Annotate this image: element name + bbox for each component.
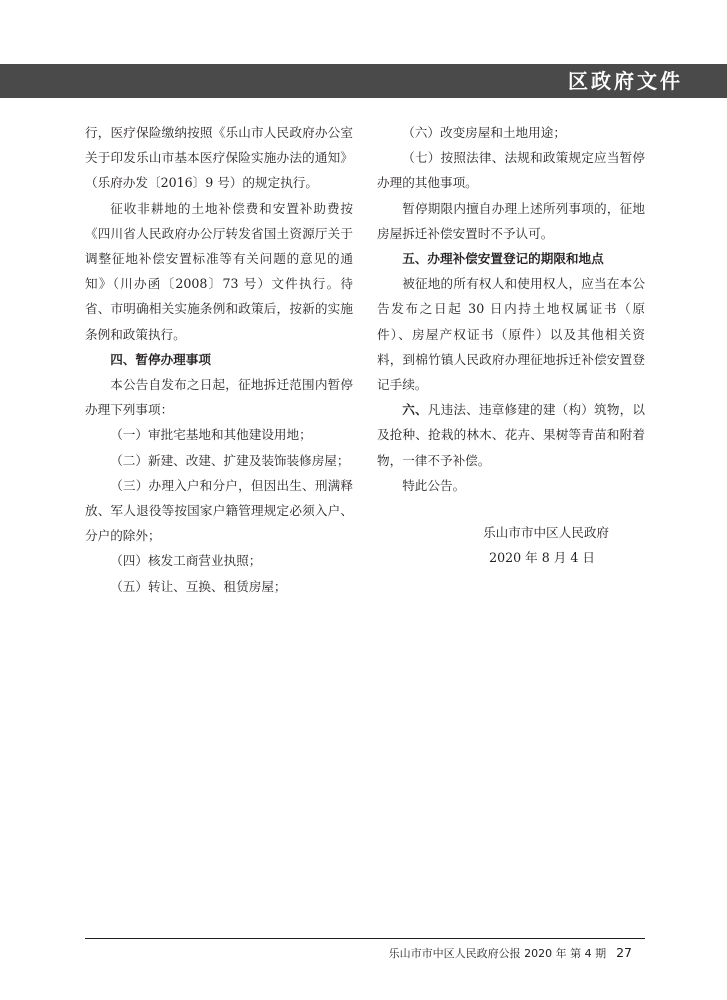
paragraph-illegal-buildings [377, 397, 645, 473]
signature-block [377, 520, 645, 570]
paragraph-compensation: 征收非耕地的土地补偿费和安置补助费按《四川省人民政府办公厅转发省国土资源厅关于调整征地补偿安置标准等有关问题的意见的通知》（川办函〔2008〕73 号）文件执行。待省、市明确相关实施条例和政策后，按新的实施条例和政策执行。 [85, 200, 353, 342]
list-item-7: （七）按照法律、法规和政策规定应当暂停办理的其他事项。 [377, 150, 645, 191]
paragraph-registration: 被征地的所有权人和使用权人，应当在本公告发布之日起 30 日内持土地权属证书（原件）、房屋产权证书（原件）以及其他相关资料，到棉竹镇人民政府办理征地拆迁补偿安置登记手续。 [377, 276, 645, 393]
footer-divider [85, 938, 645, 939]
paragraph-closing: 特此公告。 [402, 477, 466, 493]
paragraph-suspension-note: 暂停期限内擅自办理上述所列事项的，征地房屋拆迁补偿安置时不予认可。 [377, 200, 645, 241]
list-item-5: （五）转让、互换、租赁房屋； [110, 578, 287, 594]
list-item-2: （二）新建、改建、扩建及装饰装修房屋； [110, 452, 350, 468]
left-column [85, 120, 353, 599]
illegal-buildings-text: 凡违法、违章修建的建（构）筑物，以及抢种、抢栽的林木、花卉、果树等青苗和附着物，一律不予补偿。 [377, 402, 646, 468]
paragraph-suspension-intro: 本公告自发布之日起，征地拆迁范围内暂停办理下列事项： [85, 377, 353, 418]
banner-title: 区政府文件 [568, 69, 683, 93]
heading-suspended-matters: 四、暂停办理事项 [110, 351, 211, 367]
heading-illegal-buildings: 六、 [402, 402, 428, 418]
page-footer [389, 945, 632, 961]
right-column [377, 120, 645, 498]
list-item-4: （四）核发工商营业执照； [110, 553, 262, 569]
signature-org: 乐山市市中区人民政府 [483, 525, 609, 540]
footer-publication: 乐山市市中区人民政府公报 2020 年 第 4 期 [388, 947, 607, 960]
section-banner [0, 64, 727, 98]
paragraph-continued: 行，医疗保险缴纳按照《乐山市人民政府办公室关于印发乐山市基本医疗保险实施办法的通知》（乐府办发〔2016〕9 号）的规定执行。 [85, 125, 353, 191]
signature-date: 2020 年 8 月 4 日 [489, 550, 595, 566]
list-item-1: （一）审批宅基地和其他建设用地； [110, 427, 312, 443]
list-item-6: （六）改变房屋和土地用途； [402, 125, 566, 140]
heading-registration: 五、办理补偿安置登记的期限和地点 [402, 251, 604, 267]
page-number: 27 [616, 945, 632, 960]
list-item-3: （三）办理入户和分户，但因出生、刑满释放、军人退役等按国家户籍管理规定必须入户、分户的除外； [85, 477, 353, 544]
